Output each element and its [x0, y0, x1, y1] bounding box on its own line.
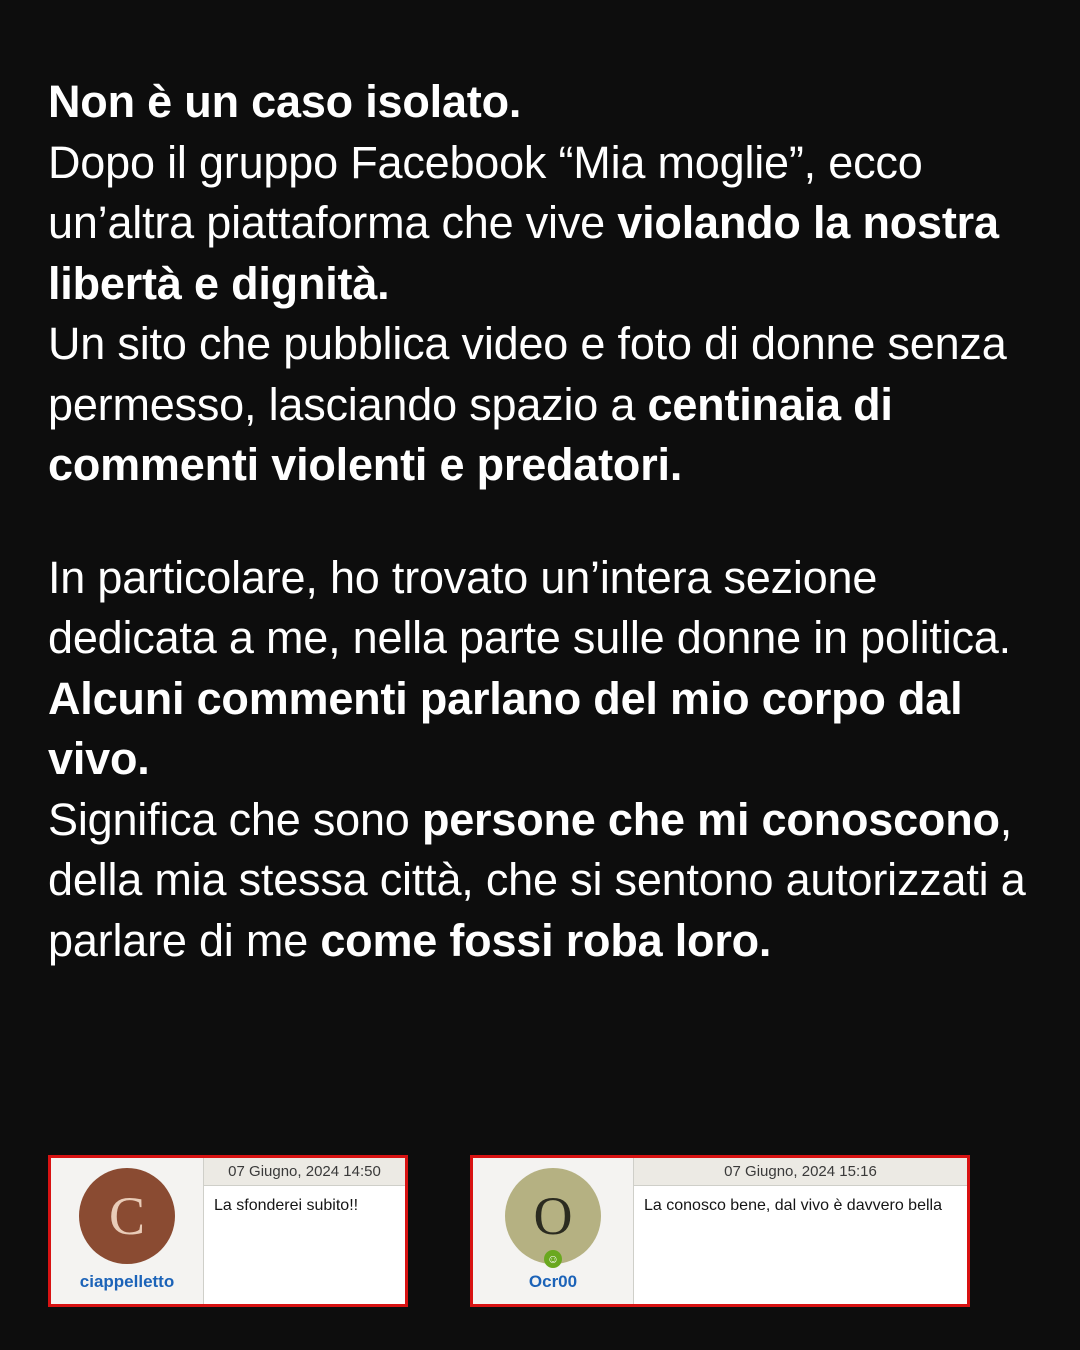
post-paragraph-1	[48, 72, 1032, 496]
post-line-3b: centinaia di commenti violenti e predatori.	[48, 378, 893, 491]
comment-username: ciappelletto	[79, 1272, 175, 1291]
comment-content	[633, 1158, 967, 1304]
post-line-headline: Non è un caso isolato.	[48, 76, 522, 127]
post-paragraph-2	[48, 548, 1032, 972]
comment-content	[203, 1158, 405, 1304]
post-line-6b: persone che mi conoscono	[421, 793, 1000, 845]
post-line-5: Alcuni commenti parlano del mio corpo dal vivo.	[48, 672, 963, 785]
comment-screenshots	[48, 1155, 1032, 1307]
avatar-initial: O	[533, 1186, 573, 1246]
post-line-3a: Un sito che pubblica video e foto di donne senza permesso, lasciando spazio a	[48, 318, 1007, 430]
post-line-2a: Dopo il gruppo Facebook “Mia moglie”, ecco un’altra piattaforma che vive	[48, 136, 923, 249]
post-line-6c: , della mia stessa città, che si sentono autorizzati a parlare di me	[48, 793, 1026, 966]
online-status-icon: ☺	[544, 1250, 562, 1268]
comment-username: Ocr00	[528, 1272, 578, 1291]
comment-card	[470, 1155, 970, 1307]
comment-author	[51, 1158, 203, 1304]
comment-author	[473, 1158, 633, 1304]
comment-timestamp: 07 Giugno, 2024 15:16	[634, 1158, 967, 1186]
avatar-initial: C	[108, 1186, 146, 1246]
post-line-4: In particolare, ho trovato un’intera sezione dedicata a me, nella parte sulle donne in politica.	[48, 551, 1011, 664]
comment-text: La conosco bene, dal vivo è davvero bella	[634, 1186, 967, 1304]
post-line-6d: come fossi roba loro.	[320, 914, 772, 966]
post-line-2b: violando la nostra libertà e dignità.	[48, 197, 999, 309]
post-line-6a: Significa che sono	[48, 793, 422, 845]
comment-card	[48, 1155, 408, 1307]
avatar	[505, 1168, 601, 1264]
comment-timestamp: 07 Giugno, 2024 14:50	[204, 1158, 405, 1186]
post-text-block	[48, 72, 1032, 971]
comment-text: La sfonderei subito!!	[204, 1186, 405, 1304]
avatar	[79, 1168, 175, 1264]
